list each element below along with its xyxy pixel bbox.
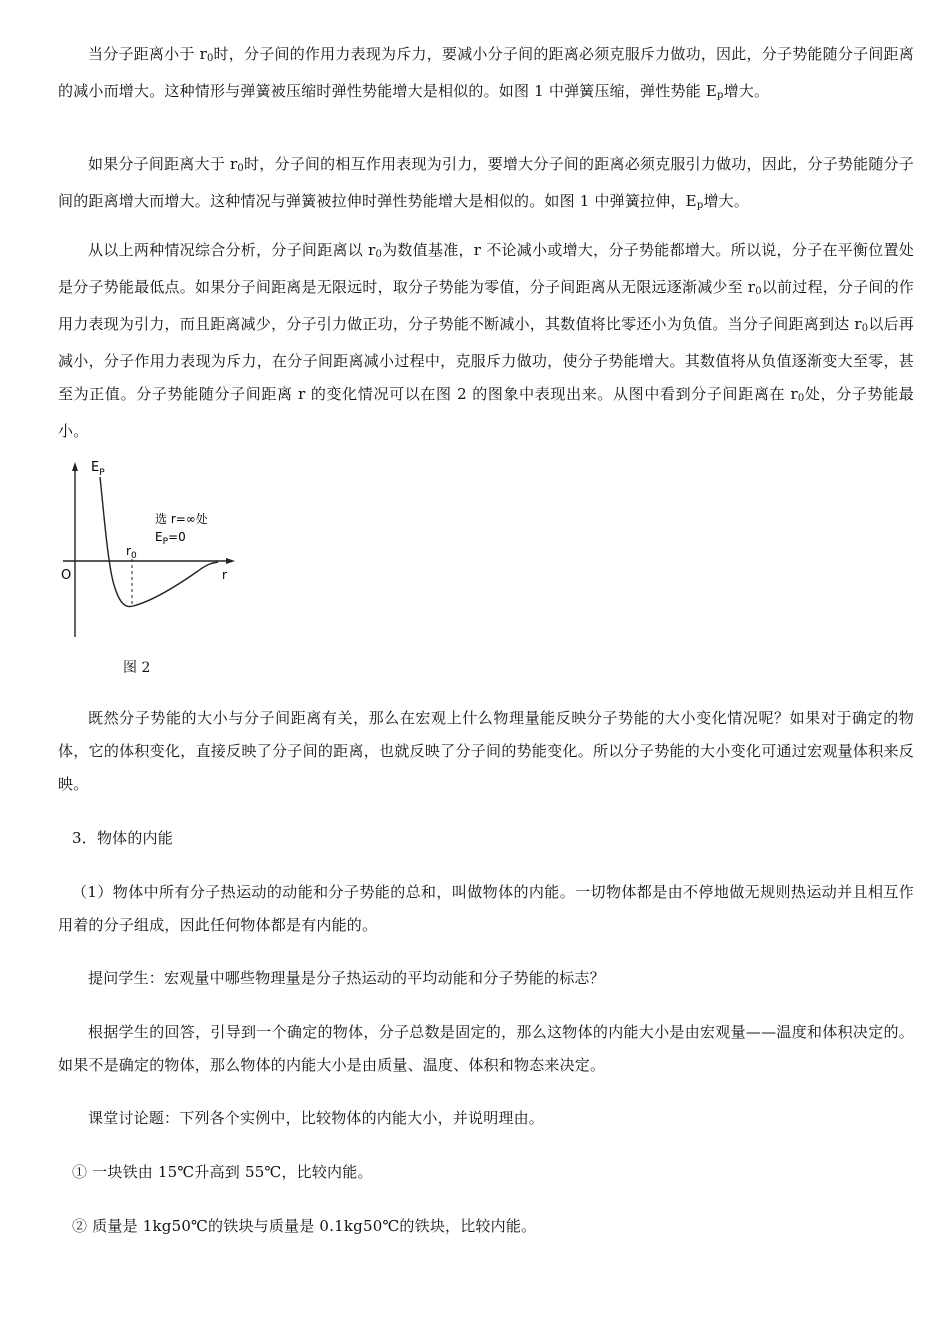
subscript: 0 — [797, 393, 805, 404]
y-axis-label: $E_P$ — [91, 460, 105, 478]
text-segment: 如果分子间距离大于 r — [88, 155, 238, 173]
x-axis-arrow — [226, 558, 235, 564]
text-segment: 以前过程，分子间的作用力表现为引力，而且距离减少，分子引力做正功，分子势能不断减小，其数值将比零还小为负值。当分子间距离到达 r — [58, 278, 914, 333]
discussion-item-2: ② 质量是 1kg50℃的铁块与质量是 0.1kg50℃的铁块，比较内能。 — [72, 1217, 537, 1235]
subscript: p — [717, 90, 724, 101]
text-segment: 增大。 — [723, 82, 770, 100]
text-segment: 当分子距离小于 r — [88, 45, 207, 63]
paragraph-macroscopic: 既然分子势能的大小与分子间距离有关，那么在宏观上什么物理量能反映分子势能的大小变化情况呢？如果对于确定的物体，它的体积变化，直接反映了分子间的距离，也就反映了分子间的势能变化。所以分子势能的大小变化可通过宏观量体积来反映。 — [58, 709, 914, 793]
paragraph-attraction — [58, 148, 914, 222]
paragraph-internal-energy-definition: （1）物体中所有分子热运动的动能和分子势能的总和，叫做物体的内能。一切物体都是由不停地做无规则热运动并且相互作用着的分子组成，因此任何物体都是有内能的。 — [58, 883, 914, 934]
annotation-line-1: 选 r=∞处 — [155, 512, 208, 526]
text-segment: 时，分子间的作用力表现为斥力，要减小分子间的距离必须克服斥力做功，因此，分子势能随分子间距离的减小而增大。这种情形与弹簧被压缩时弹性势能增大是相似的。如图 1 中弹簧压缩，弹性势能 E — [58, 45, 914, 100]
paragraph-question: 提问学生：宏观量中哪些物理量是分子热运动的平均动能和分子势能的标志？ — [88, 969, 605, 987]
text-segment: 时，分子间的相互作用表现为引力，要增大分子间的距离必须克服引力做功，因此，分子势能随分子间的距离增大而增大。这种情况与弹簧被拉伸时弹性势能增大是相似的。如图 1 中弹簧拉伸，E — [58, 155, 914, 210]
paragraph-analysis — [58, 234, 914, 448]
subscript: 0 — [861, 323, 869, 334]
subscript: 0 — [755, 286, 762, 297]
text-segment: 以后再减小，分子作用力表现为斥力，在分子间距离减小过程中，克服斥力做功，使分子势能增大。其数值将从负值逐渐变大至零，甚至为正值。分子势能随分子间距离 r 的变化情况可以在图 2 的图象中表现出来。从图中看到分子间距离在 r — [58, 315, 914, 403]
annotation-line-2: $E_P=0$ — [155, 530, 186, 547]
x-axis-label: r — [222, 568, 227, 582]
discussion-item-1: ① 一块铁由 15℃升高到 55℃，比较内能。 — [72, 1163, 373, 1181]
paragraph-repulsion — [58, 38, 914, 112]
subscript: 0 — [375, 249, 383, 260]
potential-energy-svg — [58, 455, 248, 655]
text-segment: 增大。 — [703, 192, 750, 210]
text-segment: 为数值基准，r 不论减小或增大，分子势能都增大。所以说，分子在平衡位置处是分子势能最低点。如果分子间距离是无限远时，取分子势能为零值，分子间距离从无限远逐渐减少至 r — [58, 241, 914, 296]
subscript: 0 — [237, 163, 244, 174]
text-segment: 从以上两种情况综合分析，分子间距离以 r — [88, 241, 376, 259]
figure-caption: 图 2 — [123, 660, 151, 676]
subscript: 0 — [206, 53, 214, 64]
figure-2-potential-energy-graph — [58, 455, 248, 690]
section-heading-internal-energy: 3．物体的内能 — [72, 829, 173, 847]
origin-label: O — [61, 568, 72, 583]
paragraph-answer: 根据学生的回答，引导到一个确定的物体，分子总数是固定的，那么这物体的内能大小是由宏观量——温度和体积决定的。如果不是确定的物体，那么物体的内能大小是由质量、温度、体积和物态来决定。 — [58, 1023, 914, 1074]
subscript: p — [696, 200, 704, 211]
y-axis-arrow — [72, 462, 78, 471]
paragraph-discussion: 课堂讨论题：下列各个实例中，比较物体的内能大小，并说明理由。 — [88, 1109, 545, 1127]
r0-label: $r_0$ — [126, 544, 137, 561]
text-segment: 处，分子势能最小。 — [58, 385, 914, 440]
